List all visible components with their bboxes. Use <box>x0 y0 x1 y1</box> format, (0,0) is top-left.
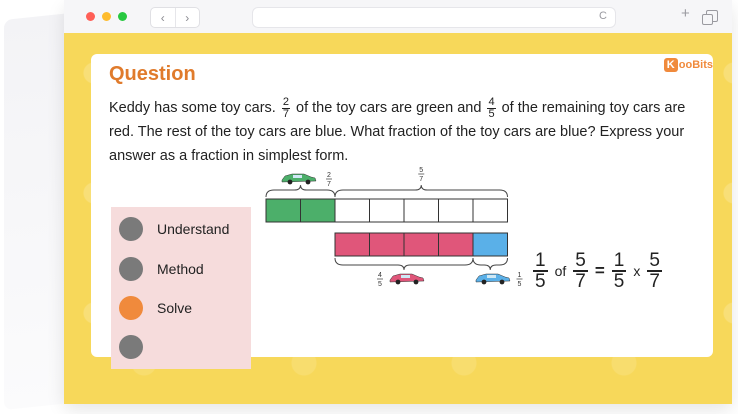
empty-unit <box>404 199 439 222</box>
question-text-part-1: Keddy has some toy cars. <box>109 100 276 116</box>
red-unit <box>335 233 370 256</box>
maximize-window-button[interactable] <box>118 12 127 21</box>
eq-denominator: 7 <box>575 271 586 292</box>
eq-denominator: 5 <box>613 271 625 292</box>
blue-brace <box>473 258 508 270</box>
logo-text: ooBits <box>678 59 713 71</box>
step-label: Method <box>157 261 204 277</box>
step-indicator <box>119 257 143 281</box>
red-brace <box>335 258 473 270</box>
blue-car-icon <box>476 274 510 284</box>
remaining-brace <box>335 185 508 197</box>
remaining-fraction-numerator: 5 <box>419 167 424 174</box>
solution-equation <box>531 251 664 291</box>
fraction-two-sevenths <box>282 97 290 120</box>
eq-numerator: 5 <box>649 250 660 271</box>
blue-fraction-denominator: 5 <box>517 281 522 288</box>
eq-of-word: of <box>554 263 567 279</box>
red-fraction-numerator: 4 <box>378 272 382 279</box>
question-card <box>91 54 713 357</box>
step-solve[interactable] <box>119 296 192 320</box>
empty-unit <box>473 199 508 222</box>
green-unit <box>266 199 301 222</box>
green-brace <box>266 185 335 197</box>
blue-fraction-numerator: 1 <box>517 272 522 279</box>
question-text-part-2: of the toy cars are green and <box>296 100 482 116</box>
empty-unit <box>370 199 405 222</box>
koobits-logo <box>664 58 713 72</box>
eq-fraction-five-sevenths <box>573 251 588 291</box>
logo-mark: K <box>664 58 678 72</box>
red-fraction-denominator: 5 <box>378 281 382 288</box>
tabs-overview-icon[interactable] <box>706 10 718 22</box>
back-button[interactable]: ‹ <box>160 10 165 25</box>
new-tab-button[interactable]: + <box>681 5 690 22</box>
empty-unit <box>439 199 474 222</box>
red-unit <box>404 233 439 256</box>
bar-model-diagram <box>264 167 522 288</box>
step-method[interactable] <box>119 257 204 281</box>
eq-denominator: 5 <box>535 271 546 292</box>
solution-steps-panel <box>111 207 251 369</box>
step-blank[interactable] <box>119 335 143 359</box>
fraction-numerator: 4 <box>488 95 495 108</box>
minimize-window-button[interactable] <box>102 12 111 21</box>
step-label: Solve <box>157 300 193 316</box>
remaining-fraction-denominator: 7 <box>419 176 424 183</box>
address-bar[interactable] <box>252 7 616 28</box>
fraction-numerator: 2 <box>282 95 289 108</box>
eq-numerator: 5 <box>575 250 586 271</box>
browser-titlebar <box>64 0 732 34</box>
green-fraction-denominator: 7 <box>327 181 331 188</box>
fraction-denominator: 5 <box>488 107 495 120</box>
eq-fraction-five-sevenths-b <box>647 251 662 291</box>
eq-numerator: 1 <box>613 250 625 271</box>
red-car-icon <box>390 274 424 284</box>
browser-window <box>64 0 732 404</box>
page-viewport <box>64 33 732 404</box>
question-text <box>109 96 699 168</box>
eq-fraction-one-fifth-b <box>612 251 627 291</box>
step-label: Understand <box>157 221 230 237</box>
close-window-button[interactable] <box>86 12 95 21</box>
green-fraction-numerator: 2 <box>327 172 331 179</box>
step-indicator <box>119 335 143 359</box>
forward-button[interactable]: › <box>175 8 200 27</box>
green-unit <box>301 199 336 222</box>
step-indicator <box>119 296 143 320</box>
question-title: Question <box>109 63 196 85</box>
history-nav <box>150 7 200 28</box>
fraction-denominator: 7 <box>282 107 289 120</box>
red-unit <box>439 233 474 256</box>
step-indicator <box>119 217 143 241</box>
eq-denominator: 7 <box>649 271 660 292</box>
empty-unit <box>335 199 370 222</box>
green-car-icon <box>282 174 316 184</box>
blue-unit <box>473 233 508 256</box>
eq-numerator: 1 <box>535 250 546 271</box>
eq-fraction-one-fifth <box>533 251 548 291</box>
fraction-four-fifths <box>487 97 495 120</box>
question-text-part-3: of the remaining toy cars are red. The rest of the toy cars are blue. What fraction of the toy cars are blue? Express your answer as a fraction in simplest form. <box>109 100 686 164</box>
step-understand[interactable] <box>119 217 229 241</box>
eq-times-sign: x <box>633 263 641 279</box>
reload-icon[interactable]: C <box>599 10 607 22</box>
red-unit <box>370 233 405 256</box>
eq-equals-sign: = <box>594 261 605 280</box>
